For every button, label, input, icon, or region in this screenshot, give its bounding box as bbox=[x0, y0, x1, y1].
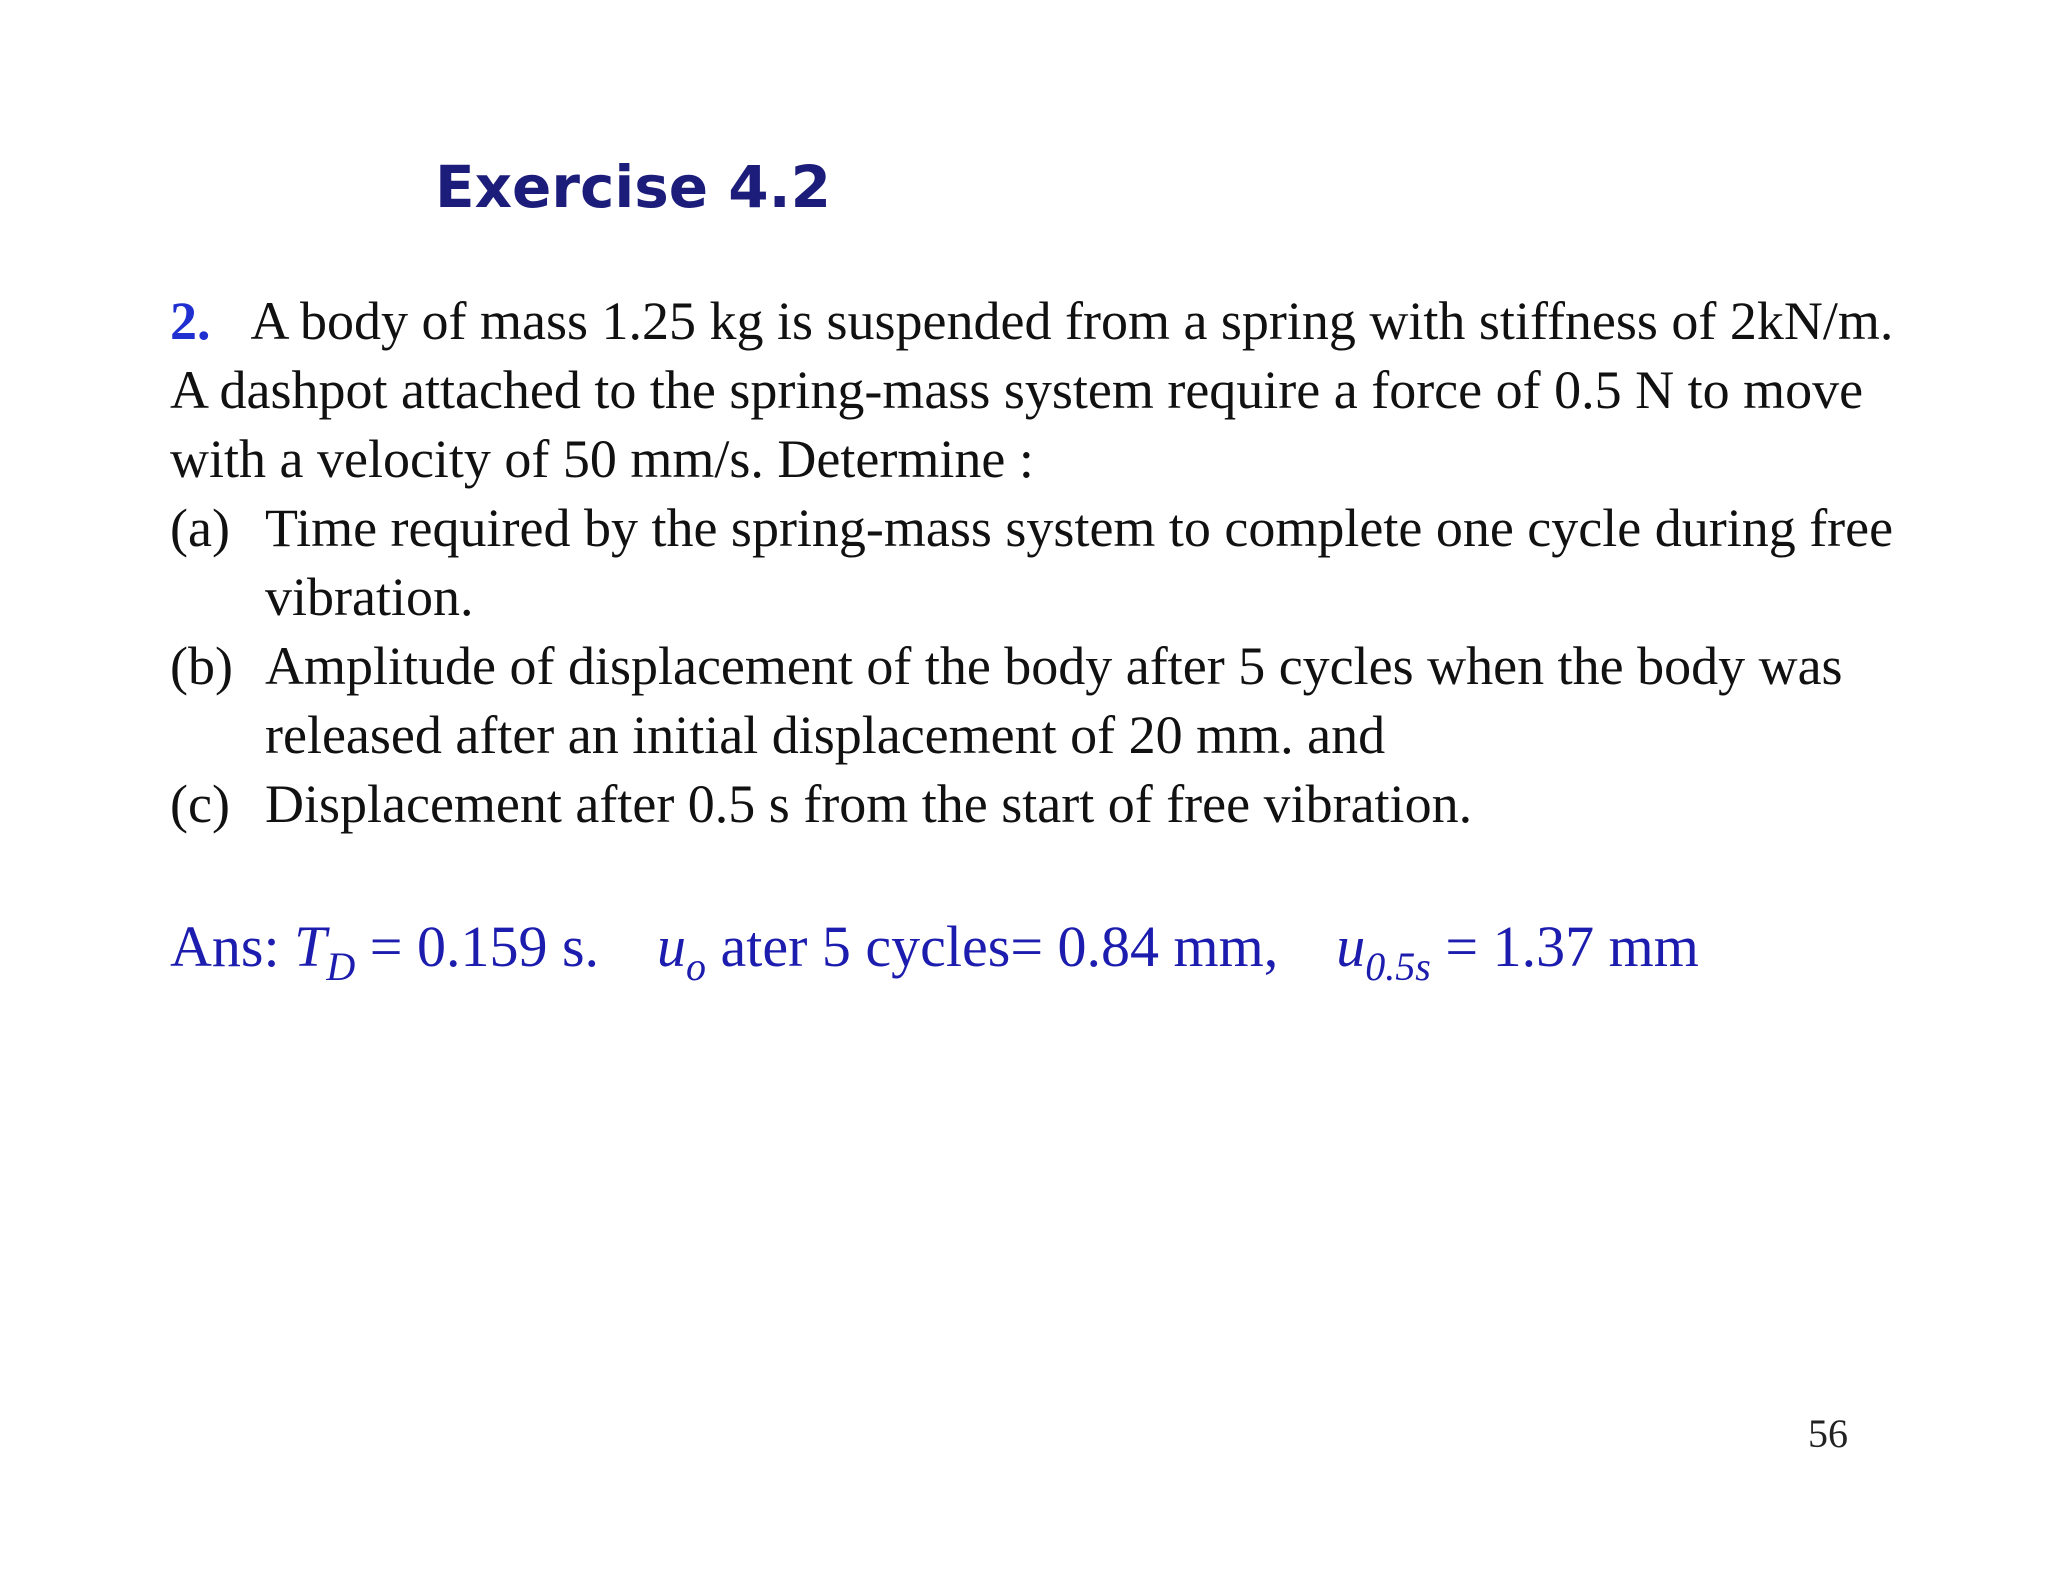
td-subscript: D bbox=[326, 944, 356, 989]
problem-item-a bbox=[170, 494, 1910, 632]
td-value: = 0.159 s. bbox=[369, 914, 600, 979]
answer-line bbox=[170, 912, 1699, 989]
problem-intro bbox=[170, 287, 1910, 494]
item-text: Amplitude of displacement of the body after 5 cycles when the body was released after an initial displacement of 20 mm. and bbox=[265, 636, 1843, 765]
td-symbol: T bbox=[294, 914, 327, 979]
uo-subscript: o bbox=[686, 944, 707, 989]
problem-number: 2. bbox=[170, 291, 211, 351]
page-number: 56 bbox=[1808, 1411, 1848, 1456]
problem-item-c bbox=[170, 770, 1910, 839]
item-text: Time required by the spring-mass system to complete one cycle during free vibration. bbox=[265, 498, 1894, 627]
item-label: (b) bbox=[170, 636, 233, 696]
item-label: (a) bbox=[170, 498, 230, 558]
u05-value: = 1.37 mm bbox=[1445, 914, 1699, 979]
u05-subscript: 0.5s bbox=[1365, 944, 1431, 989]
problem-statement bbox=[170, 287, 1910, 839]
item-text: Displacement after 0.5 s from the start of free vibration. bbox=[265, 774, 1473, 834]
problem-item-b bbox=[170, 632, 1910, 770]
answer-prefix: Ans: bbox=[170, 914, 280, 979]
slide-title: Exercise 4.2 bbox=[435, 153, 832, 221]
u05-symbol: u bbox=[1336, 914, 1366, 979]
uo-symbol: u bbox=[657, 914, 687, 979]
item-label: (c) bbox=[170, 774, 230, 834]
uo-value: ater 5 cycles= 0.84 mm, bbox=[720, 914, 1279, 979]
problem-intro-text: A body of mass 1.25 kg is suspended from a spring with stiffness of 2kN/m. A dashpot attached to the spring-mass system require a force of 0.5 N to move with a velocity of 50 mm/s. Determine : bbox=[170, 291, 1894, 489]
